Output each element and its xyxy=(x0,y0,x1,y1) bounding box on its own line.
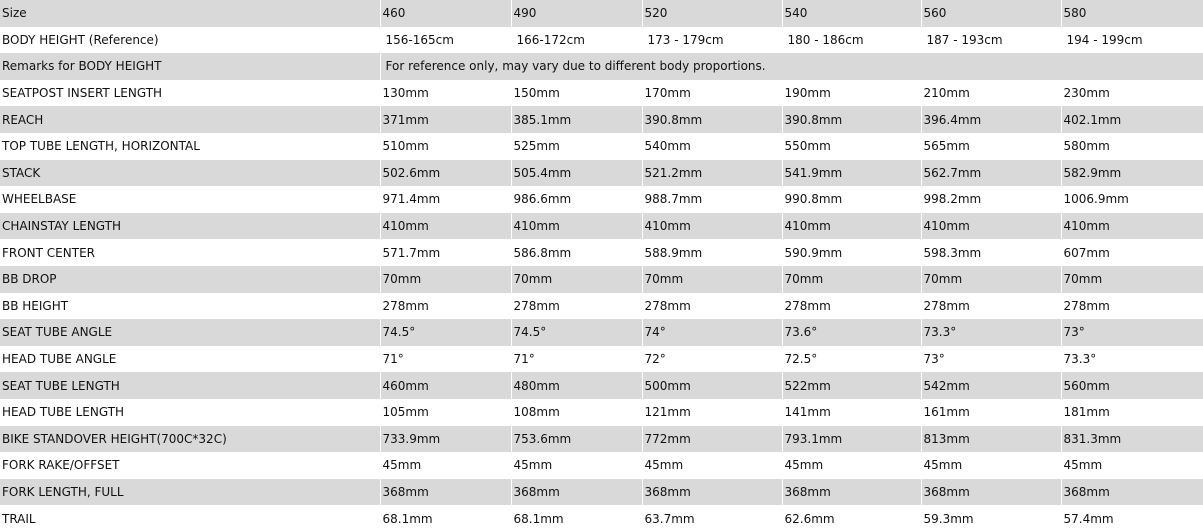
table-cell: 410mm xyxy=(511,213,642,240)
size-header-560: 560 xyxy=(921,0,1061,27)
table-cell: 278mm xyxy=(782,293,921,320)
table-cell: 230mm xyxy=(1061,80,1203,107)
table-cell: 588.9mm xyxy=(642,239,782,266)
table-cell: 278mm xyxy=(642,293,782,320)
table-row xyxy=(0,505,1203,532)
table-cell: 59.3mm xyxy=(921,505,1061,532)
table-cell: 190mm xyxy=(782,80,921,107)
table-cell: 45mm xyxy=(642,452,782,479)
table-cell: 521.2mm xyxy=(642,160,782,187)
table-cell: 150mm xyxy=(511,80,642,107)
body-height-value: 194 - 199cm xyxy=(1061,27,1203,54)
table-cell: 410mm xyxy=(642,213,782,240)
size-header-490: 490 xyxy=(511,0,642,27)
body-height-label: BODY HEIGHT (Reference) xyxy=(0,27,380,54)
remarks-row xyxy=(0,53,1203,80)
table-cell: 45mm xyxy=(511,452,642,479)
row-label: TOP TUBE LENGTH, HORIZONTAL xyxy=(0,133,380,160)
table-row xyxy=(0,319,1203,346)
row-label: FRONT CENTER xyxy=(0,239,380,266)
table-cell: 161mm xyxy=(921,399,1061,426)
table-cell: 410mm xyxy=(921,213,1061,240)
table-cell: 70mm xyxy=(511,266,642,293)
table-cell: 390.8mm xyxy=(642,106,782,133)
table-cell: 460mm xyxy=(380,372,511,399)
table-cell: 598.3mm xyxy=(921,239,1061,266)
table-cell: 560mm xyxy=(1061,372,1203,399)
row-label: FORK LENGTH, FULL xyxy=(0,479,380,506)
table-cell: 68.1mm xyxy=(511,505,642,532)
row-label: HEAD TUBE LENGTH xyxy=(0,399,380,426)
body-height-row xyxy=(0,27,1203,54)
row-label: FORK RAKE/OFFSET xyxy=(0,452,380,479)
table-cell: 368mm xyxy=(642,479,782,506)
table-cell: 73° xyxy=(921,346,1061,373)
table-cell: 582.9mm xyxy=(1061,160,1203,187)
table-cell: 108mm xyxy=(511,399,642,426)
table-row xyxy=(0,399,1203,426)
table-cell: 793.1mm xyxy=(782,426,921,453)
table-cell: 480mm xyxy=(511,372,642,399)
size-header-580: 580 xyxy=(1061,0,1203,27)
table-cell: 70mm xyxy=(921,266,1061,293)
row-label: TRAIL xyxy=(0,505,380,532)
table-row xyxy=(0,452,1203,479)
table-cell: 71° xyxy=(380,346,511,373)
table-cell: 57.4mm xyxy=(1061,505,1203,532)
size-header-520: 520 xyxy=(642,0,782,27)
table-cell: 590.9mm xyxy=(782,239,921,266)
table-cell: 540mm xyxy=(642,133,782,160)
table-cell: 73.3° xyxy=(1061,346,1203,373)
size-header-540: 540 xyxy=(782,0,921,27)
table-cell: 368mm xyxy=(380,479,511,506)
table-cell: 45mm xyxy=(921,452,1061,479)
table-cell: 70mm xyxy=(1061,266,1203,293)
table-cell: 45mm xyxy=(380,452,511,479)
table-row xyxy=(0,266,1203,293)
table-cell: 368mm xyxy=(782,479,921,506)
table-row xyxy=(0,213,1203,240)
table-cell: 396.4mm xyxy=(921,106,1061,133)
table-row xyxy=(0,133,1203,160)
size-header-row xyxy=(0,0,1203,27)
table-cell: 74.5° xyxy=(511,319,642,346)
table-cell: 410mm xyxy=(782,213,921,240)
table-cell: 70mm xyxy=(642,266,782,293)
table-cell: 813mm xyxy=(921,426,1061,453)
table-cell: 753.6mm xyxy=(511,426,642,453)
table-cell: 72.5° xyxy=(782,346,921,373)
table-row xyxy=(0,106,1203,133)
table-cell: 1006.9mm xyxy=(1061,186,1203,213)
table-cell: 278mm xyxy=(511,293,642,320)
table-row xyxy=(0,346,1203,373)
table-cell: 571.7mm xyxy=(380,239,511,266)
table-cell: 998.2mm xyxy=(921,186,1061,213)
table-cell: 70mm xyxy=(380,266,511,293)
table-cell: 105mm xyxy=(380,399,511,426)
remarks-text: For reference only, may vary due to different body proportions. xyxy=(380,53,1203,80)
size-header-460: 460 xyxy=(380,0,511,27)
row-label: CHAINSTAY LENGTH xyxy=(0,213,380,240)
table-cell: 772mm xyxy=(642,426,782,453)
table-cell: 73.3° xyxy=(921,319,1061,346)
table-row xyxy=(0,293,1203,320)
table-cell: 831.3mm xyxy=(1061,426,1203,453)
table-cell: 368mm xyxy=(511,479,642,506)
table-row xyxy=(0,80,1203,107)
table-cell: 990.8mm xyxy=(782,186,921,213)
table-cell: 170mm xyxy=(642,80,782,107)
table-cell: 550mm xyxy=(782,133,921,160)
table-cell: 73° xyxy=(1061,319,1203,346)
table-cell: 565mm xyxy=(921,133,1061,160)
body-height-value: 180 - 186cm xyxy=(782,27,921,54)
row-label: REACH xyxy=(0,106,380,133)
table-cell: 210mm xyxy=(921,80,1061,107)
table-cell: 505.4mm xyxy=(511,160,642,187)
table-cell: 62.6mm xyxy=(782,505,921,532)
body-height-value: 187 - 193cm xyxy=(921,27,1061,54)
row-label: BB DROP xyxy=(0,266,380,293)
table-cell: 74° xyxy=(642,319,782,346)
table-cell: 971.4mm xyxy=(380,186,511,213)
remarks-label: Remarks for BODY HEIGHT xyxy=(0,53,380,80)
table-cell: 45mm xyxy=(782,452,921,479)
table-cell: 988.7mm xyxy=(642,186,782,213)
table-cell: 278mm xyxy=(921,293,1061,320)
table-cell: 130mm xyxy=(380,80,511,107)
row-label: HEAD TUBE ANGLE xyxy=(0,346,380,373)
table-cell: 72° xyxy=(642,346,782,373)
table-cell: 510mm xyxy=(380,133,511,160)
size-header-label: Size xyxy=(0,0,380,27)
table-cell: 368mm xyxy=(921,479,1061,506)
table-cell: 141mm xyxy=(782,399,921,426)
table-row xyxy=(0,160,1203,187)
table-row xyxy=(0,479,1203,506)
table-row xyxy=(0,372,1203,399)
table-cell: 525mm xyxy=(511,133,642,160)
table-cell: 68.1mm xyxy=(380,505,511,532)
row-label: BB HEIGHT xyxy=(0,293,380,320)
table-cell: 63.7mm xyxy=(642,505,782,532)
row-label: SEAT TUBE ANGLE xyxy=(0,319,380,346)
table-cell: 368mm xyxy=(1061,479,1203,506)
table-cell: 502.6mm xyxy=(380,160,511,187)
table-cell: 70mm xyxy=(782,266,921,293)
table-row xyxy=(0,239,1203,266)
table-row xyxy=(0,426,1203,453)
table-cell: 402.1mm xyxy=(1061,106,1203,133)
table-cell: 71° xyxy=(511,346,642,373)
table-cell: 390.8mm xyxy=(782,106,921,133)
body-height-value: 156-165cm xyxy=(380,27,511,54)
body-height-value: 173 - 179cm xyxy=(642,27,782,54)
table-cell: 580mm xyxy=(1061,133,1203,160)
table-cell: 385.1mm xyxy=(511,106,642,133)
table-cell: 986.6mm xyxy=(511,186,642,213)
table-cell: 74.5° xyxy=(380,319,511,346)
table-cell: 542mm xyxy=(921,372,1061,399)
table-cell: 181mm xyxy=(1061,399,1203,426)
table-cell: 121mm xyxy=(642,399,782,426)
table-cell: 733.9mm xyxy=(380,426,511,453)
table-row xyxy=(0,186,1203,213)
row-label: STACK xyxy=(0,160,380,187)
row-label: BIKE STANDOVER HEIGHT(700C*32C) xyxy=(0,426,380,453)
table-cell: 607mm xyxy=(1061,239,1203,266)
table-cell: 586.8mm xyxy=(511,239,642,266)
row-label: SEAT TUBE LENGTH xyxy=(0,372,380,399)
body-height-value: 166-172cm xyxy=(511,27,642,54)
table-cell: 45mm xyxy=(1061,452,1203,479)
row-label: SEATPOST INSERT LENGTH xyxy=(0,80,380,107)
row-label: WHEELBASE xyxy=(0,186,380,213)
table-cell: 410mm xyxy=(380,213,511,240)
table-cell: 562.7mm xyxy=(921,160,1061,187)
table-cell: 522mm xyxy=(782,372,921,399)
table-cell: 371mm xyxy=(380,106,511,133)
table-cell: 541.9mm xyxy=(782,160,921,187)
table-cell: 278mm xyxy=(380,293,511,320)
table-cell: 410mm xyxy=(1061,213,1203,240)
table-cell: 73.6° xyxy=(782,319,921,346)
table-cell: 278mm xyxy=(1061,293,1203,320)
table-cell: 500mm xyxy=(642,372,782,399)
